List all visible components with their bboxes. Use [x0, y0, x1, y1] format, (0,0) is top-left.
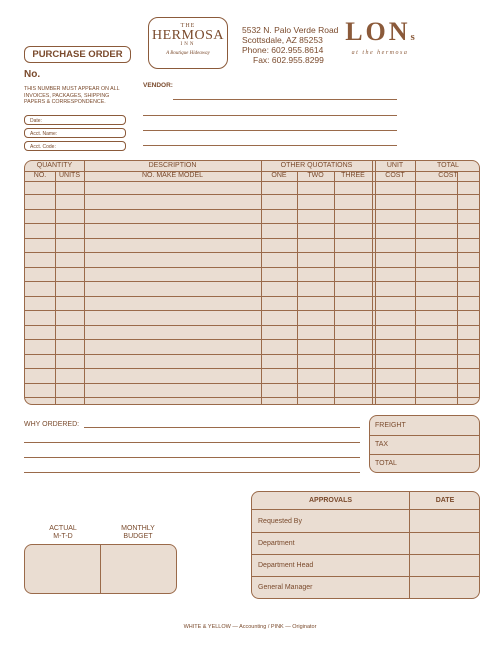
header-other-quotations: OTHER QUOTATIONS [280, 162, 353, 169]
date-label: Date: [30, 118, 42, 124]
why-ordered-line-2[interactable] [24, 442, 360, 443]
subheader-no: NO. [33, 172, 47, 179]
table-row[interactable] [25, 383, 479, 384]
lons-logo [340, 17, 420, 56]
total-label: TOTAL [375, 460, 397, 467]
department-head-label: Department Head [258, 562, 314, 569]
table-row[interactable] [25, 325, 479, 326]
monthly-budget-label: MONTHLY BUDGET [121, 525, 155, 540]
budget-divider [100, 545, 101, 594]
subheader-make-model: NO. MAKE MODEL [141, 172, 204, 179]
address-fax: Fax: 602.955.8299 [253, 55, 324, 65]
subheader-three: THREE [341, 172, 365, 179]
summary-divider-1 [370, 435, 479, 436]
table-row[interactable] [25, 223, 479, 224]
po-notice: THIS NUMBER MUST APPEAR ON ALL INVOICES, PACKAGES, SHIPPING PAPERS & CORRESPONDENCE. [24, 86, 120, 105]
vendor-line-2[interactable] [143, 115, 397, 116]
requested-by-label: Requested By [258, 518, 302, 525]
header-unit: UNIT [386, 162, 404, 169]
lons-word: LON [345, 17, 411, 46]
address-block [242, 25, 338, 65]
logo-inn: INN [180, 42, 196, 47]
vendor-label: VENDOR: [143, 82, 173, 89]
subheader-one: ONE [271, 172, 287, 179]
approvals-col-line [409, 492, 410, 599]
table-row[interactable] [25, 296, 479, 297]
table-row[interactable] [25, 194, 479, 195]
actual-mtd-label: ACTUAL M-T-D [49, 525, 77, 540]
table-row[interactable] [25, 267, 479, 268]
header-bottom [25, 181, 479, 182]
footer-copies: WHITE & YELLOW — Accounting / PINK — Originator [183, 624, 317, 630]
table-row[interactable] [25, 310, 479, 311]
approvals-row-line-3 [252, 576, 479, 577]
header-total: TOTAL [437, 162, 459, 169]
freight-label: FREIGHT [375, 422, 406, 429]
lons-subtitle: at the hermosa [351, 50, 409, 56]
col-line-total [457, 171, 458, 405]
acct-name-label: Acct. Name: [30, 131, 58, 137]
tax-label: TAX [375, 441, 389, 448]
summary-box [369, 415, 480, 473]
general-manager-label: General Manager [258, 584, 313, 591]
col-line-one [297, 171, 298, 405]
why-ordered-label: WHY ORDERED: [24, 421, 80, 428]
department-label: Department [258, 540, 295, 547]
logo-tagline: A Boutique Hideaway [166, 51, 210, 56]
vendor-line-1[interactable] [173, 99, 397, 100]
vendor-line-4[interactable] [143, 145, 397, 146]
col-line-no [55, 171, 56, 405]
date-field[interactable] [24, 115, 126, 125]
approvals-box [251, 491, 480, 599]
header-quantity: QUANTITY [36, 162, 73, 169]
table-row[interactable] [25, 238, 479, 239]
table-row[interactable] [25, 368, 479, 369]
logo-name: HERMOSA [152, 28, 224, 43]
table-row[interactable] [25, 209, 479, 210]
header-description: DESCRIPTION [148, 162, 197, 169]
table-row[interactable] [25, 252, 479, 253]
subheader-unit-cost: COST [385, 172, 405, 179]
subheader-units: UNITS [59, 172, 80, 179]
table-row[interactable] [25, 397, 479, 398]
why-ordered-line-3[interactable] [24, 457, 360, 458]
col-line-two [334, 171, 335, 405]
hermosa-logo [148, 17, 228, 69]
address-phone: Phone: 602.955.8614 [242, 45, 324, 55]
lons-small-s: s [410, 31, 415, 43]
table-row[interactable] [25, 354, 479, 355]
logo-the: THE [180, 23, 196, 29]
address-street: 5532 N. Palo Verde Road [242, 25, 339, 35]
acct-name-field[interactable] [24, 128, 126, 138]
budget-box [24, 544, 177, 594]
acct-code-field[interactable] [24, 141, 126, 151]
approvals-header: APPROVALS [308, 497, 353, 504]
address-city: Scottsdale, AZ 85253 [242, 35, 323, 45]
why-ordered-line-4[interactable] [24, 472, 360, 473]
purchase-order-title: PURCHASE ORDER [24, 46, 131, 63]
why-ordered-line-1[interactable] [84, 427, 360, 428]
approvals-header-line [252, 509, 479, 510]
approvals-date-header: DATE [435, 497, 455, 504]
vendor-line-3[interactable] [143, 130, 397, 131]
acct-code-label: Acct. Code: [30, 144, 56, 150]
subheader-two: TWO [307, 172, 324, 179]
table-row[interactable] [25, 281, 479, 282]
approvals-row-line-2 [252, 554, 479, 555]
approvals-row-line-1 [252, 532, 479, 533]
summary-divider-2 [370, 454, 479, 455]
po-number-label: No. [24, 69, 41, 80]
items-table [24, 160, 480, 405]
table-row[interactable] [25, 339, 479, 340]
subheader-total-cost: COST [438, 172, 458, 179]
